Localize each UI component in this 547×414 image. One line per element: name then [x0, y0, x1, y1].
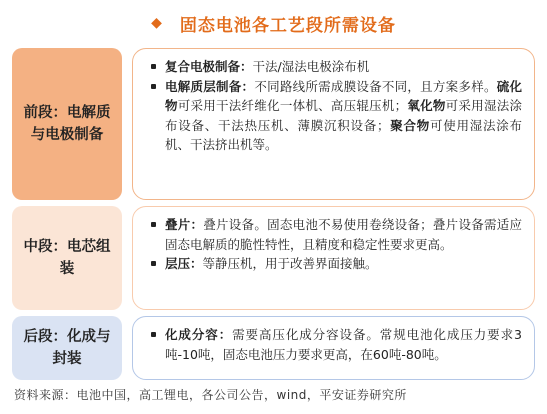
- stage-label-text: 中段：电芯组装: [23, 239, 111, 277]
- bullet-item: [149, 215, 522, 254]
- page-title: 固态电池各工艺段所需设备: [179, 15, 396, 36]
- stage-label-back: [12, 316, 122, 380]
- bullet-body: 不同路线所需成膜设备不同，且方案多样。: [254, 78, 497, 94]
- sub-heading-oxide: 氧化物: [407, 98, 446, 113]
- bullet-heading: 电解质层制备：: [165, 78, 255, 94]
- sub-body-oxide: 可采用湿法涂布设备、干法热压机、薄膜沉积设备；: [165, 98, 522, 133]
- bullet-item: [149, 57, 522, 77]
- bullet-item: [149, 77, 522, 155]
- bullet-heading: 化成分容：: [165, 327, 233, 342]
- stage-label-text: 前段：电解质与电极制备: [23, 105, 111, 143]
- sub-heading-polymer: 聚合物: [389, 117, 430, 133]
- diamond-icon: ◆: [151, 15, 162, 31]
- stage-card-front: [132, 48, 535, 200]
- stage-label-front: [12, 48, 122, 200]
- bullet-item: [149, 254, 522, 274]
- stage-label-middle: [12, 206, 122, 310]
- bullet-body: 等静压机，用于改善界面接触。: [202, 256, 378, 271]
- stage-card-back: [132, 316, 535, 380]
- bullet-body: 干法/湿法电极涂布机: [252, 59, 370, 74]
- stage-row-front: [12, 48, 535, 200]
- bullet-heading: 叠片：: [165, 217, 204, 232]
- sub-body-sulfide: 可采用干法纤维化一体机、高压辊压机；: [177, 98, 408, 113]
- bullet-list: [149, 215, 522, 274]
- stage-label-text: 后段：化成与封装: [23, 329, 111, 367]
- stage-row-middle: [12, 206, 535, 310]
- title-row: [0, 10, 547, 36]
- sub-heading-sulfide: 硫化物: [165, 78, 522, 113]
- bullet-body: 叠片设备。固态电池不易使用卷绕设备；叠片设备需适应固态电解质的脆性特性，且精度和稳定性要求更高。: [165, 217, 522, 252]
- bullet-body: 需要高压化成分容设备。常规电池化成压力要求3吨-10吨，固态电池压力要求更高，在60吨-80吨。: [165, 327, 522, 362]
- bullet-item: [149, 325, 522, 364]
- bullet-heading: 复合电极制备：: [165, 59, 253, 74]
- stage-row-back: [12, 316, 535, 380]
- bullet-heading: 层压：: [165, 256, 203, 271]
- bullet-list: [149, 57, 522, 155]
- bullet-list: [149, 325, 522, 364]
- source-note: 资料来源：电池中国，高工锂电，各公司公告，wind，平安证券研究所: [14, 388, 407, 402]
- sub-body-polymer: 可使用湿法涂布机、干法挤出机等。: [165, 117, 522, 152]
- stage-card-middle: [132, 206, 535, 310]
